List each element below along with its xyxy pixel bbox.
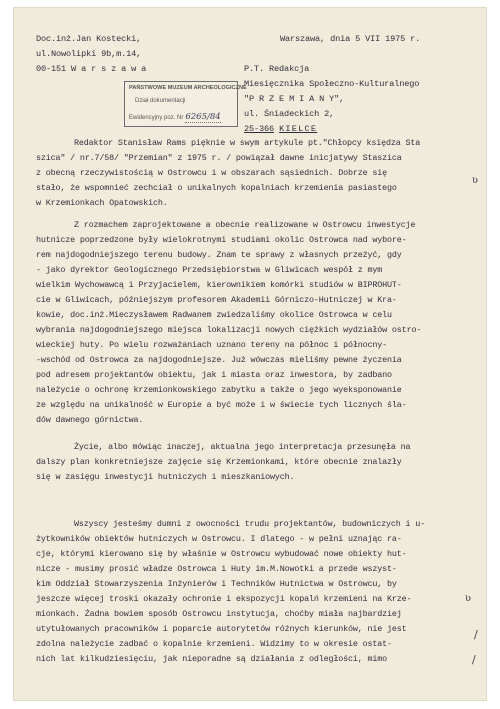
- recipient-line2: Miesięcznika Społeczno-Kulturalnego: [244, 79, 420, 89]
- body-line: dów dawnego górnictwa.: [36, 415, 144, 425]
- body-line: dalszy plan konkretniejsze zajęcie się Krzemionkami, które obecnie znalazły: [36, 457, 402, 467]
- margin-mark: ʋ: [472, 175, 479, 186]
- body-line: zdolna należycie zadbać o kopalnie krzemieni. Widzimy to w okresie ostat-: [36, 639, 392, 649]
- body-line: cie w Gliwicach, późniejszym profesorem Akademii Górniczo-Hutniczej w Kra-: [36, 295, 397, 305]
- archive-stamp: [124, 81, 247, 127]
- body-line: Z rozmachem zaprojektowane a obecnie realizowane w Ostrowcu inwestycje: [74, 220, 416, 230]
- body-line: ze względu na unikalność w Europie a być może i w świecie tych licznych śla-: [36, 400, 407, 410]
- body-line: wieckiej huty. Po wielu rozważaniach uznano tereny na północ i północny-: [36, 340, 388, 350]
- recipient-postcode: 25-366: [244, 124, 275, 134]
- body-line: się w zasięgu inwestycji hutniczych i mieszkaniowych.: [36, 472, 295, 482]
- body-line: -wschód od Ostrowca za najdogodniejsze. Już wówczas mieliśmy pewne życzenia: [36, 355, 402, 365]
- recipient-city-line: [244, 124, 317, 134]
- margin-mark: /: [472, 653, 476, 666]
- body-line: utytułowanych pracowników i poparcie autorytetów różnych kierunków, nie jest: [36, 624, 407, 634]
- body-line: żytkowników obiektów hutniczych w Ostrowcu. I dlatego - w pełni uznając ra-: [36, 534, 402, 544]
- stamp-register-label: Ewidencyjny poz. Nr: [129, 115, 184, 121]
- margin-mark: /: [474, 628, 478, 641]
- body-line: Wszyscy jesteśmy dumni z owocności trudu projektantów, budowniczych i u-: [74, 519, 426, 529]
- body-line: Redaktor Stanisław Rams pięknie w swym artykule pt."Chłopcy księdza Sta: [74, 138, 421, 148]
- body-line: nich lat kilkudziesięciu, jak nieporadne są działania z odległości, mimo: [36, 654, 388, 664]
- body-line: Życie, albo mówiąc inaczej, aktualna jego interpretacja przesunęła na: [74, 442, 411, 452]
- recipient-city: KIELCE: [279, 124, 318, 134]
- body-line: cje, którymi kierowano się by właśnie w Ostrowcu wybudować nowe obiekty hut-: [36, 549, 407, 559]
- body-line: pod adresem projektantów obiektu, jak i miasta oraz inwestora, by zadbano: [36, 370, 392, 380]
- recipient-line4: ul. Śniadeckich 2,: [244, 109, 335, 119]
- body-line: wybrania najdogodniejszego miejsca lokalizacji nowych ciężkich wydziałów ostro-: [36, 325, 422, 335]
- stamp-register: [129, 112, 221, 122]
- margin-mark: ʋ: [465, 593, 472, 604]
- stamp-department: Dział dokumentacji: [135, 98, 186, 104]
- body-line: hutnicze poprzedzone były wielokrotnymi studiami okolic Ostrowca nad wybore-: [36, 235, 407, 245]
- body-line: wielkim Wychowawcą i Przyjacielem, kierownikiem komórki studiów w BIPROHUT-: [36, 280, 402, 290]
- sender-city: 00-151 W a r s z a w a: [36, 64, 147, 74]
- recipient-line3: "P R Z E M I A N Y",: [244, 94, 345, 104]
- letter-page: [14, 8, 486, 700]
- body-line: nicze - musimy prosić władze Ostrowca i Huty im.M.Nowotki a przede wszyst-: [36, 564, 397, 574]
- body-line: należycie o ochronę krzemionkowskiego zabytku a także o jego wyeksponowanie: [36, 385, 402, 395]
- body-line: z obecną rzeczywistością w Ostrowcu i w obszarach sąsiednich. Dobrze się: [36, 168, 388, 178]
- sender-street: ul.Nowolipki 9b,m.14,: [36, 49, 142, 59]
- body-line: kim Oddział Stowarzyszenia Inżynierów i Techników Hutnictwa w Ostrowcu, by: [36, 579, 397, 589]
- body-line: stało, że wspomnieć zechciał o unikalnych kopalniach krzemienia pasiastego: [36, 183, 397, 193]
- body-line: - jako dyrektor Geologicznego Przedsiębiorstwa w Gliwicach wespół z mym: [36, 265, 383, 275]
- sender-name: Doc.inż.Jan Kostecki,: [36, 34, 142, 44]
- body-line: szica" / nr.7/58/ "Przemian" z 1975 r. / powiązał dawne inicjatywy Staszica: [36, 153, 402, 163]
- place-date: Warszawa, dnia 5 VII 1975 r.: [280, 34, 421, 44]
- body-line: kowie, doc.inż.Mieczysławem Radwanem zwiedzaliśmy okolice Ostrowca w celu: [36, 310, 392, 320]
- recipient-line1: P.T. Redakcja: [244, 64, 310, 74]
- stamp-handwritten-number: 6265/84: [185, 112, 221, 122]
- body-line: jeszcze więcej troski okazały ochronie i ekspozycji kopalń krzemieni na Krze-: [36, 594, 412, 604]
- body-line: mionkach. Żadna bowiem sposób Ostrowcu instytucja, choćby miała najbardziej: [36, 609, 402, 619]
- body-line: w Krzemionkach Opatowskich.: [36, 198, 168, 208]
- body-line: rem najdogodniejszego terenu budowy. Znam te sprawy z własnych przeżyć, gdy: [36, 250, 402, 260]
- stamp-museum: PAŃSTWOWE MUZEUM ARCHEOLOGICZNE: [129, 85, 247, 91]
